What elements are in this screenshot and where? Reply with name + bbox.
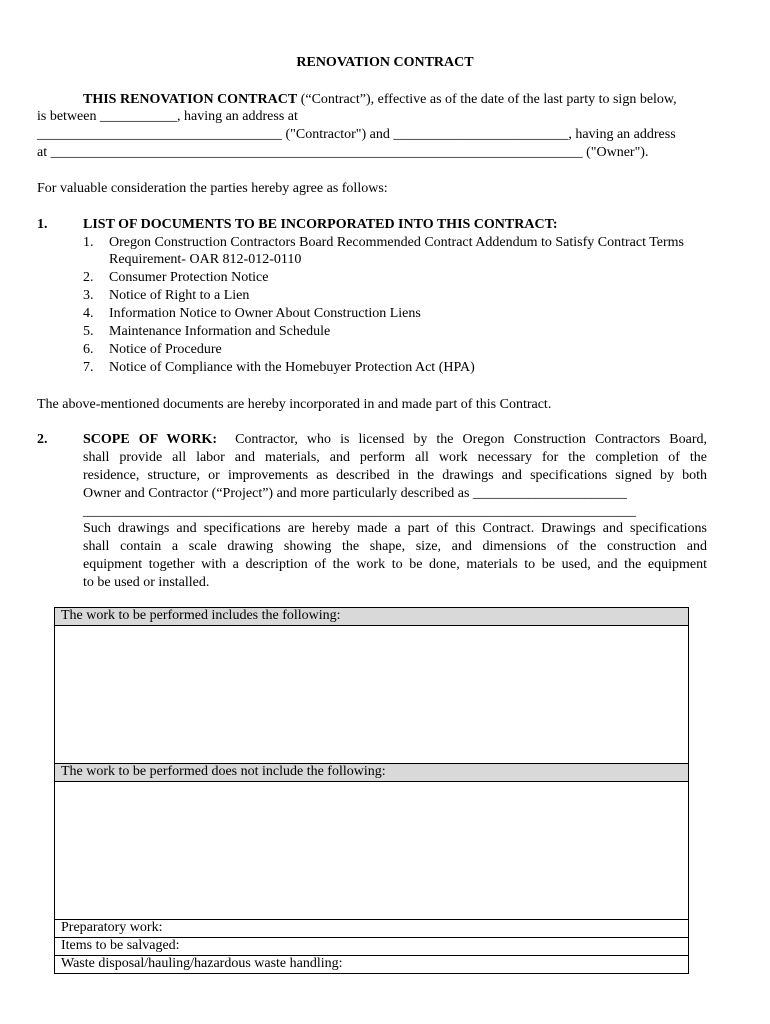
drawings-line-3: equipment together with a description of the work to be done, materials to be used, and the equipment [83,557,707,572]
section-1-heading: LIST OF DOCUMENTS TO BE INCORPORATED INTO THIS CONTRACT: [83,217,558,232]
section-2-heading: SCOPE OF WORK: [83,432,217,447]
doc-item-7-text: Notice of Compliance with the Homebuyer Protection Act (HPA) [109,360,475,375]
drawings-line-2: shall contain a scale drawing showing the shape, size, and dimensions of the construction and [83,539,707,554]
intro-line-4: at ____________________________________________________________________________ ("Owner"). [37,145,649,160]
scope-line-3: residence, structure, or improvements as described in the drawings and specifications signed by both [83,468,707,483]
work-excludes-field[interactable] [55,782,689,920]
work-includes-field[interactable] [55,626,689,764]
intro-bold-lead: THIS RENOVATION CONTRACT [83,92,298,107]
doc-item-5-num: 5. [83,324,94,339]
doc-item-2-text: Consumer Protection Notice [109,270,269,285]
scope-line-4: Owner and Contractor (“Project”) and more particularly described as ______________________ [83,486,627,501]
scope-line-1-text: Contractor, who is licensed by the Oregon Construction Contractors Board, [235,432,708,447]
work-includes-header: The work to be performed includes the following: [55,608,689,626]
waste-disposal-row[interactable]: Waste disposal/hauling/hazardous waste handling: [55,956,689,974]
intro-line-1 [83,91,677,108]
intro-line-1-rest: (“Contract”), effective as of the date of the last party to sign below, [297,92,677,107]
drawings-line-4: to be used or installed. [83,575,210,590]
doc-item-3-num: 3. [83,288,94,303]
doc-item-5-text: Maintenance Information and Schedule [109,324,331,339]
work-excludes-header: The work to be performed does not include the following: [55,764,689,782]
preparatory-work-row[interactable]: Preparatory work: [55,920,689,938]
scope-line-1 [83,431,707,448]
scope-line-2: shall provide all labor and materials, and perform all work necessary for the completion of the [83,450,707,465]
items-salvaged-row[interactable]: Items to be salvaged: [55,938,689,956]
doc-item-1-text: Oregon Construction Contractors Board Recommended Contract Addendum to Satisfy Contract Terms [109,235,684,250]
document-title: RENOVATION CONTRACT [296,55,474,70]
section-2-number: 2. [37,432,48,447]
section-1-number: 1. [37,217,48,232]
doc-item-1-cont: Requirement- OAR 812-012-0110 [109,252,302,267]
incorporated-statement: The above-mentioned documents are hereby incorporated in and made part of this Contract. [37,397,552,412]
doc-item-7-num: 7. [83,360,94,375]
doc-item-6-num: 6. [83,342,94,357]
doc-item-2-num: 2. [83,270,94,285]
doc-item-6-text: Notice of Procedure [109,342,222,357]
drawings-line-1: Such drawings and specifications are hereby made a part of this Contract. Drawings and specifications [83,521,707,536]
intro-line-2: is between ___________, having an address at [37,109,298,124]
consideration-text: For valuable consideration the parties hereby agree as follows: [37,181,388,196]
doc-item-4-num: 4. [83,306,94,321]
scope-description-blank: _______________________________________________________________________________ [83,504,636,519]
doc-item-4-text: Information Notice to Owner About Construction Liens [109,306,421,321]
doc-item-1-num: 1. [83,235,94,250]
doc-item-3-text: Notice of Right to a Lien [109,288,250,303]
work-scope-table [54,607,689,974]
intro-line-3: ___________________________________ ("Contractor") and _________________________, having an address [37,127,676,142]
